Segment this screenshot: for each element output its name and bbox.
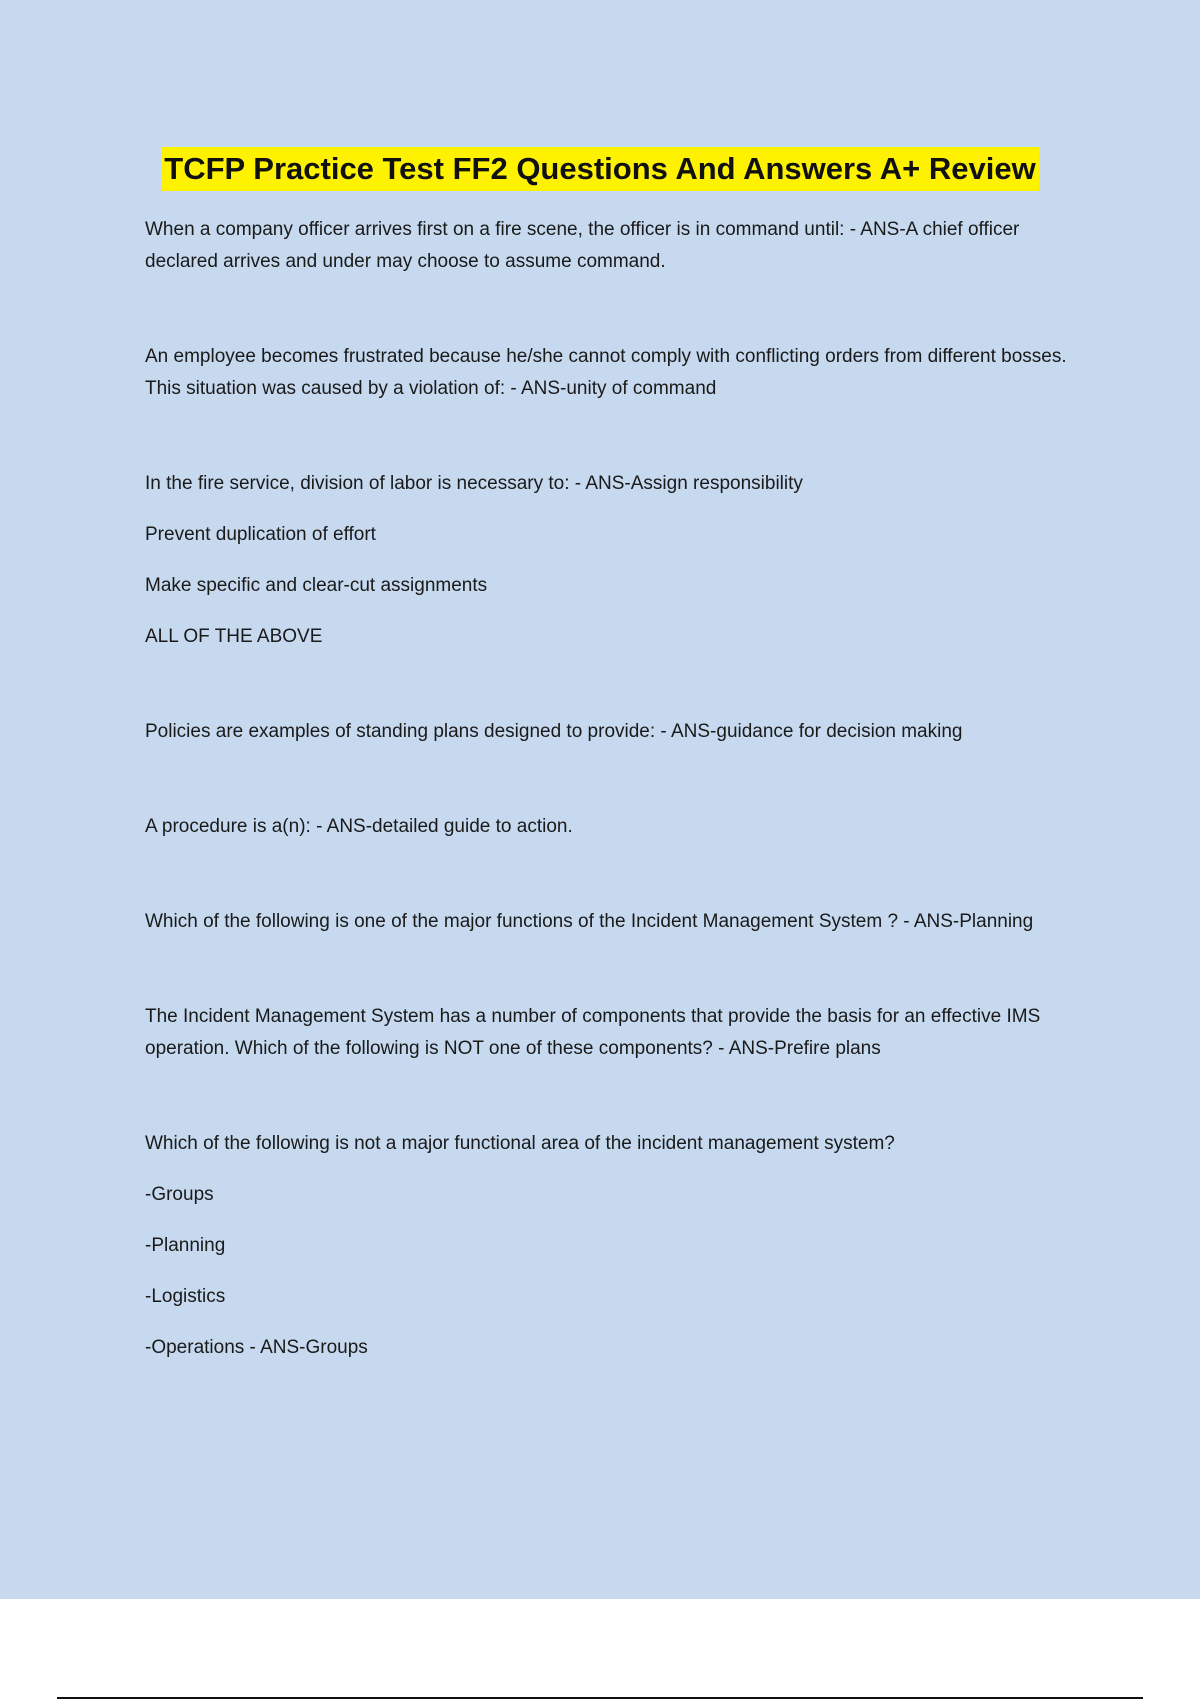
qa-spacer xyxy=(145,653,1095,716)
qa-spacer xyxy=(145,748,1095,811)
qa-question-text: Policies are examples of standing plans designed to provide: - ANS-guidance for decision making xyxy=(145,721,963,742)
qa-item xyxy=(145,906,1095,938)
qa-option-text: ALL OF THE ABOVE xyxy=(145,626,323,647)
qa-spacer xyxy=(145,405,1095,468)
qa-option-text: -Groups xyxy=(145,1184,214,1205)
document-title: TCFP Practice Test FF2 Questions And Answers A+ Review xyxy=(161,147,1038,191)
line-spacer xyxy=(145,1211,1095,1230)
qa-option-text: -Operations - ANS-Groups xyxy=(145,1337,368,1358)
footer-divider xyxy=(57,1697,1143,1699)
qa-item xyxy=(145,214,1095,278)
qa-spacer xyxy=(145,843,1095,906)
qa-item xyxy=(145,1001,1095,1065)
qa-option-text: -Planning xyxy=(145,1235,226,1256)
qa-question-text: A procedure is a(n): - ANS-detailed guide to action. xyxy=(145,816,573,837)
qa-item xyxy=(145,1128,1095,1364)
line-spacer xyxy=(145,500,1095,519)
qa-question-text: The Incident Management System has a number of components that provide the basis for an effective IMS operation. Which of the following is NOT one of these components? - ANS-Prefire plans xyxy=(145,1006,1041,1059)
qa-question-text: In the fire service, division of labor is necessary to: - ANS-Assign responsibility xyxy=(145,473,803,494)
qa-option-text: Prevent duplication of effort xyxy=(145,524,376,545)
qa-item xyxy=(145,468,1095,653)
line-spacer xyxy=(145,602,1095,621)
line-spacer xyxy=(145,1313,1095,1332)
qa-question-text: An employee becomes frustrated because he/she cannot comply with conflicting orders from different bosses. This situation was caused by a violation of: - ANS-unity of command xyxy=(145,346,1067,399)
qa-spacer xyxy=(145,1065,1095,1128)
qa-question-text: When a company officer arrives first on a fire scene, the officer is in command until: - ANS-A chief officer declared arrives and under may choose to assume command. xyxy=(145,219,1020,272)
qa-item xyxy=(145,811,1095,843)
qa-item xyxy=(145,716,1095,748)
qa-option-text: Make specific and clear-cut assignments xyxy=(145,575,488,596)
line-spacer xyxy=(145,551,1095,570)
title-container xyxy=(0,147,1200,191)
qa-question-text: Which of the following is not a major functional area of the incident management system? xyxy=(145,1133,895,1154)
qa-spacer xyxy=(145,938,1095,1001)
qa-item xyxy=(145,341,1095,405)
line-spacer xyxy=(145,1262,1095,1281)
line-spacer xyxy=(145,1160,1095,1179)
qa-content xyxy=(145,214,1095,1364)
qa-spacer xyxy=(145,278,1095,341)
qa-option-text: -Logistics xyxy=(145,1286,226,1307)
qa-question-text: Which of the following is one of the major functions of the Incident Management System ? - ANS-Planning xyxy=(145,911,1034,932)
